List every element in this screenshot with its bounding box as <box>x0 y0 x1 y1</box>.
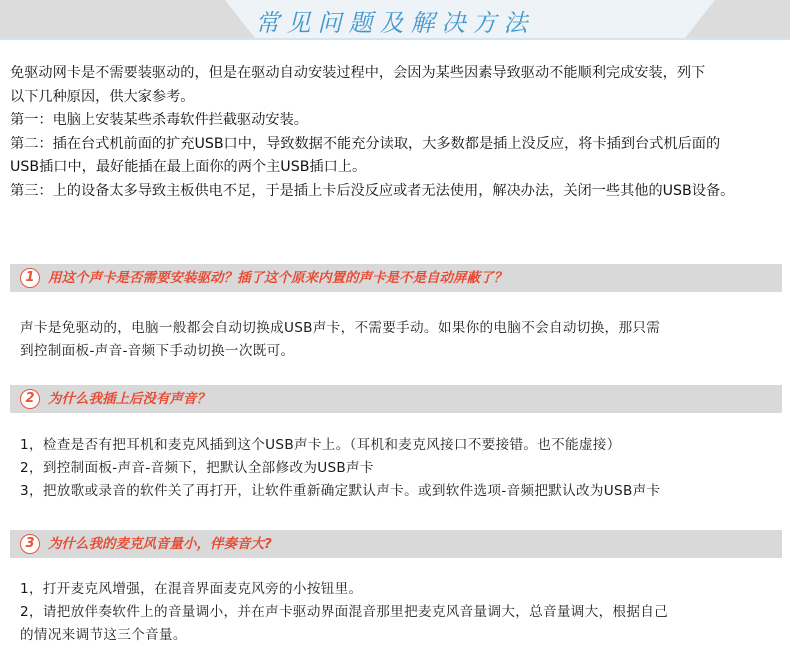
answer-line: 3，把放歌或录音的软件关了再打开，让软件重新确定默认声卡。或到软件选项-音频把默认改为USB声卡 <box>20 483 661 499</box>
answer-line: 声卡是免驱动的，电脑一般都会自动切换成USB声卡，不需要手动。如果你的电脑不会自动切换，那只需 <box>20 320 661 336</box>
faq-question-bar-1 <box>10 264 782 292</box>
intro-line: 第一：电脑上安装某些杀毒软件拦截驱动安装。 <box>10 112 308 128</box>
answer-line: 1，检查是否有把耳机和麦克风插到这个USB声卡上。（耳机和麦克风接口不要接错。也不能虚接） <box>20 437 621 453</box>
question-number-badge: 1 <box>20 268 40 288</box>
page-title: 常见问题及解决方法 <box>255 9 535 37</box>
answer-line: 2，请把放伴奏软件上的音量调小，并在声卡驱动界面混音那里把麦克风音量调大，总音量调大，根据自己 <box>20 604 669 620</box>
faq-answer-3 <box>20 578 780 647</box>
question-text: 为什么我的麦克风音量小，伴奏音大? <box>48 536 272 552</box>
intro-line: 免驱动网卡是不需要装驱动的，但是在驱动自动安装过程中，会因为某些因素导致驱动不能顺利完成安装，列下 <box>10 65 706 81</box>
question-number-badge: 3 <box>20 534 40 554</box>
intro-line: 以下几种原因，供大家参考。 <box>10 88 195 105</box>
faq-question-bar-3 <box>10 530 782 558</box>
header-banner <box>0 0 790 44</box>
answer-line: 的情况来调节这三个音量。 <box>20 627 187 643</box>
answer-line: 到控制面板-声音-音频下手动切换一次既可。 <box>20 343 295 359</box>
faq-answer-1 <box>20 317 780 363</box>
faq-answer-2 <box>20 434 780 503</box>
question-text: 为什么我插上后没有声音？ <box>48 391 210 407</box>
intro-text <box>10 62 782 203</box>
question-text: 用这个声卡是否需要安装驱动？插了这个原来内置的声卡是不是自动屏蔽了？ <box>48 270 507 286</box>
intro-line: 第二：插在台式机前面的扩充USB口中，导致数据不能充分读取，大多数都是插上没反应，将卡插到台式机后面的 <box>10 135 721 152</box>
faq-question-bar-2 <box>10 385 782 413</box>
question-number-badge: 2 <box>20 389 40 409</box>
answer-line: 1，打开麦克风增强，在混音界面麦克风旁的小按钮里。 <box>20 581 363 597</box>
intro-line: USB插口中，最好能插在最上面你的两个主USB插口上。 <box>10 159 367 175</box>
intro-line: 第三：上的设备太多导致主板供电不足，于是插上卡后没反应或者无法使用，解决办法，关闭一些其他的USB设备。 <box>10 182 735 199</box>
answer-line: 2，到控制面板-声音-音频下，把默认全部修改为USB声卡 <box>20 460 374 476</box>
